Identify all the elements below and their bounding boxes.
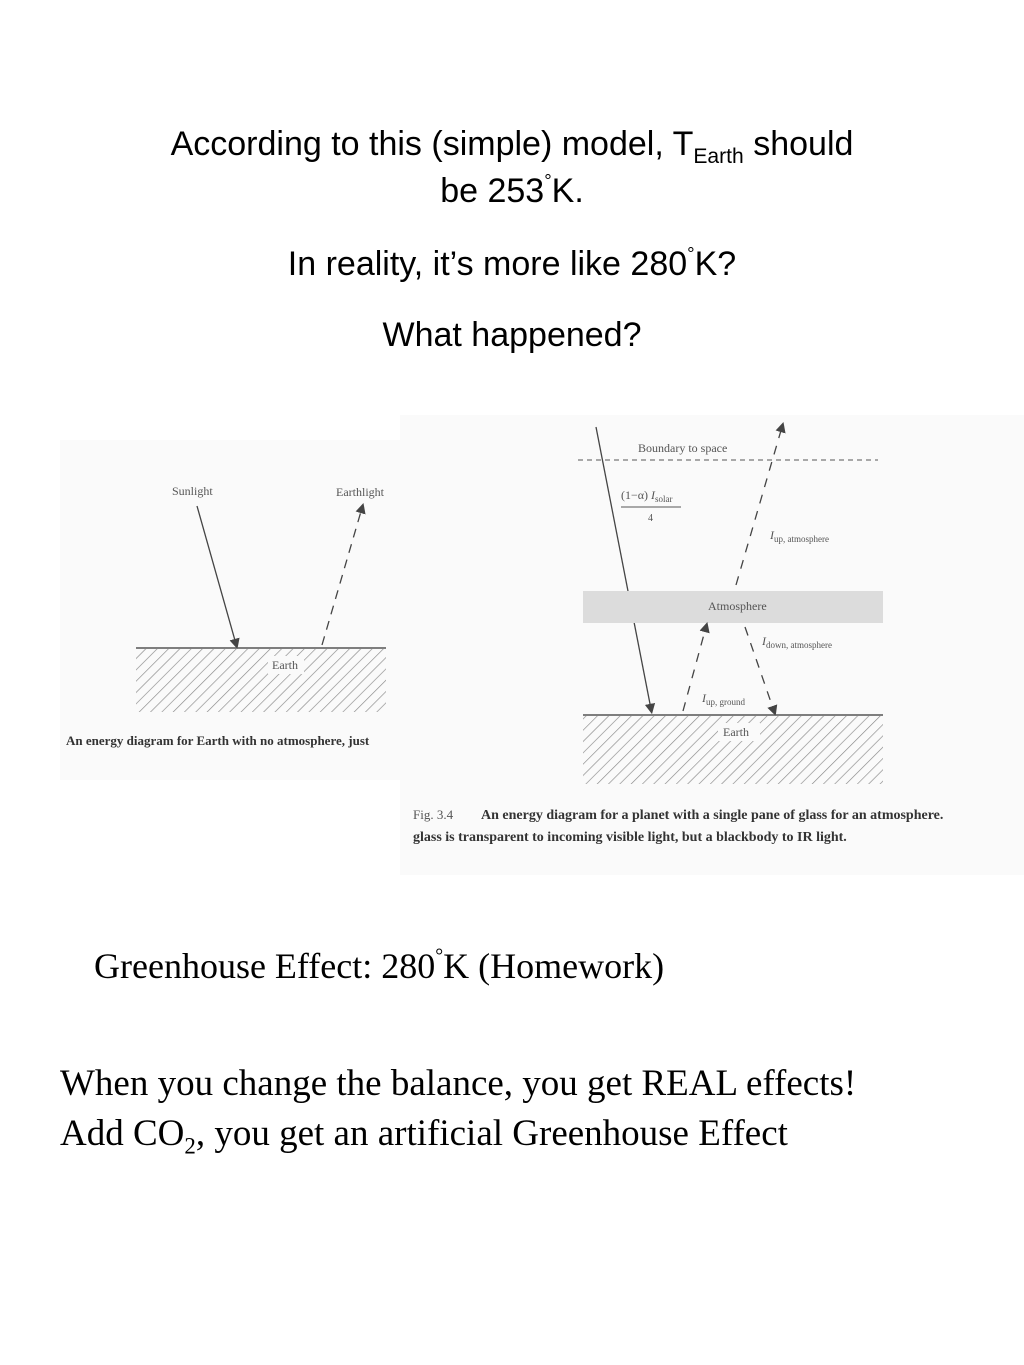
figure-label: Fig. 3.4 xyxy=(413,807,454,822)
balance-statement: When you change the balance, you get REAL effects! xyxy=(60,1063,857,1104)
i-up-atmosphere-label: $I_{up, atmosphere}$ xyxy=(770,528,829,544)
model-statement-line1: According to this (simple) model, $T_{Earth}$ should xyxy=(170,125,854,168)
earth-label: Earth xyxy=(723,725,749,739)
earth-label: Earth xyxy=(272,658,298,672)
solar-flux-denominator: 4 xyxy=(648,513,653,524)
no-atmosphere-diagram xyxy=(60,440,400,780)
earth-ground-hatch xyxy=(136,649,386,712)
earthlight-label: Earthlight xyxy=(336,485,384,499)
i-up-ground-label: $I_{up, ground}$ xyxy=(702,691,745,707)
figure-caption-line1: An energy diagram for a planet with a single pane of glass for an atmosphere. xyxy=(481,808,944,823)
left-caption: An energy diagram for Earth with no atmosphere, just xyxy=(66,733,370,748)
solar-flux-numerator: (1−α) $I_{solar}$ xyxy=(621,488,673,504)
sunlight-label: Sunlight xyxy=(172,484,213,498)
boundary-label: Boundary to space xyxy=(638,441,728,455)
atmosphere-label: Atmosphere xyxy=(708,599,767,613)
model-statement-line2: be 253°K. xyxy=(440,170,584,210)
greenhouse-effect-heading: Greenhouse Effect: 280°K (Homework) xyxy=(94,945,665,986)
i-down-atmosphere-label: $I_{down, atmosphere}$ xyxy=(762,634,832,650)
co2-statement: Add $CO_2$, you get an artificial Greenhouse Effect xyxy=(60,1113,788,1159)
single-pane-atmosphere-diagram xyxy=(400,415,1024,875)
reality-statement: In reality, it’s more like 280°K? xyxy=(287,243,737,283)
figure-caption-line2: glass is transparent to incoming visible light, but a blackbody to IR light. xyxy=(413,830,847,845)
question-text: What happened? xyxy=(382,316,642,354)
